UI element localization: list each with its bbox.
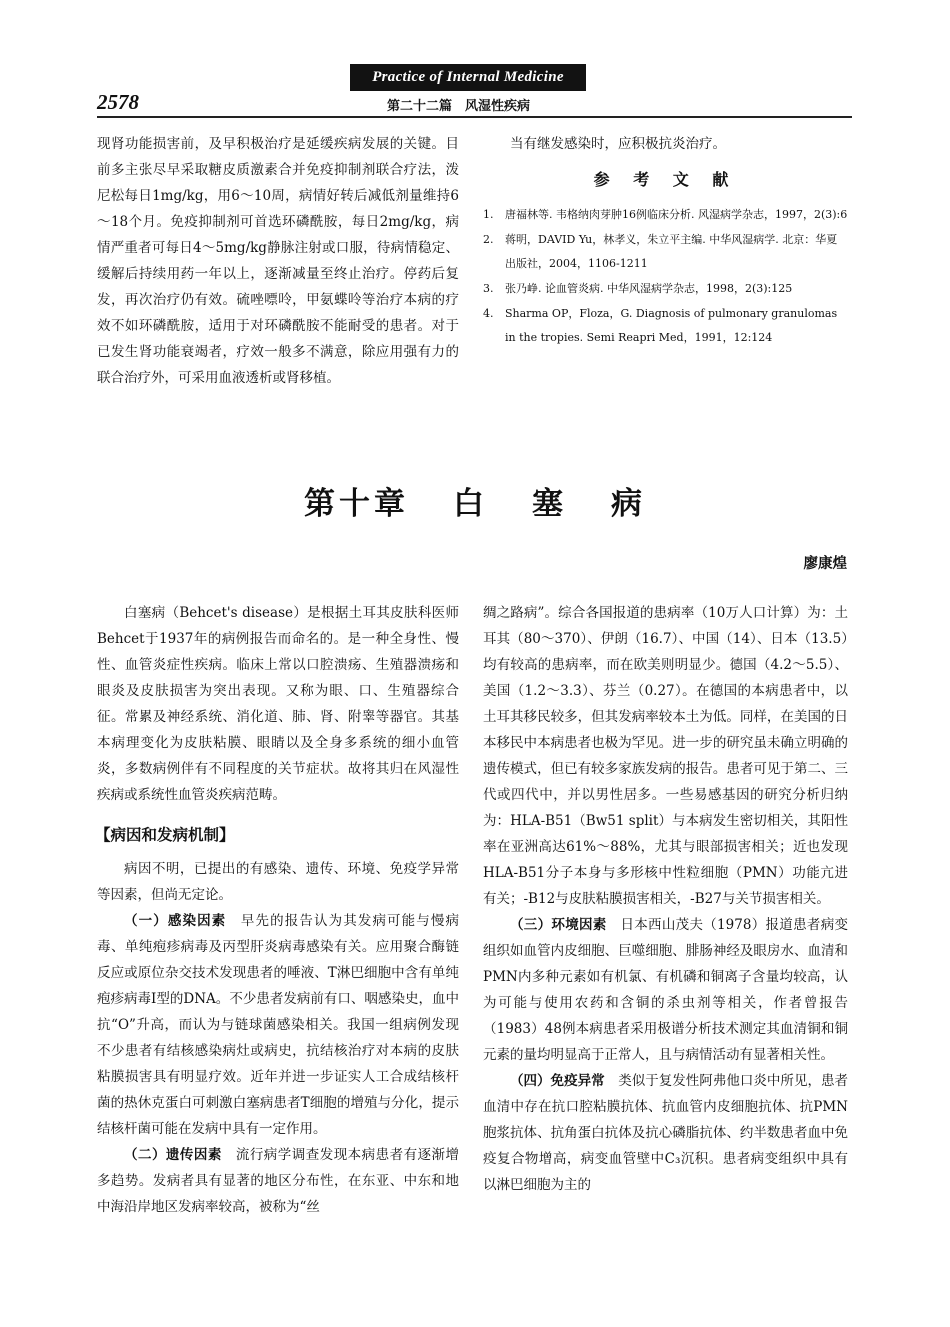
author-name: 廖康煌: [803, 556, 847, 572]
chapter-title-char: 白: [453, 486, 488, 522]
journal-banner: Practice of Internal Medicine: [350, 64, 586, 91]
reference-item: [483, 203, 848, 227]
reference-text: 唐福林等. 韦格纳肉芽肿16例临床分析. 风湿病学杂志，1997，2(3):6: [505, 208, 848, 221]
reference-number: 2.: [483, 233, 494, 246]
subheading: （三）环境因素: [510, 917, 607, 933]
top-left-column: [97, 131, 459, 391]
subsection-text: 早先的报告认为其发病可能与慢病毒、单纯疱疹病毒及丙型肝炎病毒感染有关。应用聚合酶链反应或原位杂交技术发现患者的唾液、T淋巴细胞中含有单纯疱疹病毒Ⅰ型的DNA。不少患者发病前有口、咽感染史，血中抗“O”升高，而认为与链球菌感染相关。我国一组病例发现不少患者有结核感染病灶或病史，抗结核治疗对本病的皮肤粘膜损害具有明显疗效。近年并进一步证实人工合成结核杆菌的热休克蛋白可刺激白塞病患者T细胞的增殖与分化，提示结核杆菌可能在发病中具有一定作用。: [97, 913, 460, 1137]
body-right-column: [483, 600, 848, 1198]
section-heading: 【病因和发病机制】: [95, 826, 235, 844]
subsection-text: 日本西山茂夫（1978）报道患者病变组织如血管内皮细胞、巨噬细胞、腓肠神经及眼房水、血清和PMN内多种元素如有机氯、有机磷和铜离子含量均较高，认为可能与使用农药和含铜的杀虫剂等相关，作者曾报告（1983）48例本病患者采用极谱分析技术测定其血清铜和铜元素的量均明显高于正常人，且与病情活动有显著相关性。: [483, 917, 849, 1063]
paragraph: 现肾功能损害前，及早积极治疗是延缓疾病发展的关键。目前多主张尽早采取糖皮质激素合并免疫抑制剂联合疗法，泼尼松每日1mg/kg，用6～10周，病情好转后减低剂量维持6～18个月。免疫抑制剂可首选环磷酰胺，每日2mg/kg，病情严重者可每日4～5mg/kg静脉注射或口服，待病情稳定、缓解后持续用药一年以上，逐渐减量至终止治疗。停药后复发，再次治疗仍有效。硫唑嘌呤，甲氨蝶呤等治疗本病的疗效不如环磷酰胺，适用于对环磷酰胺不能耐受的患者。对于已发生肾功能衰竭者，疗效一般多不满意，除应用强有力的联合治疗外，可采用血液透析或肾移植。: [97, 136, 459, 386]
reference-item: [483, 277, 848, 301]
genetic-paragraph: [97, 1142, 459, 1220]
reference-text: 蒋明，DAVID Yu，林孝义，朱立平主编. 中华风湿病学. 北京：华夏出版社，2004，1106-1211: [505, 233, 838, 270]
reference-number: 3.: [483, 282, 494, 295]
body-left-column: [97, 600, 459, 1220]
section-title: 第二十二篇 风湿性疾病: [387, 99, 531, 114]
top-right-column: [483, 131, 848, 350]
environment-paragraph: [483, 912, 848, 1068]
chapter-title-char: 塞: [532, 486, 567, 522]
reference-text: Sharma OP，Floza，G. Diagnosis of pulmonary granulomas in the tropies. Semi Reapri Med，1991，12:124: [505, 307, 838, 344]
chapter-title-char: 病: [611, 486, 646, 522]
infection-paragraph: [97, 908, 459, 1142]
continuation-paragraph: 绸之路病”。综合各国报道的患病率（10万人口计算）为：土耳其（80～370）、伊朗（16.7）、中国（14）、日本（13.5）均有较高的患病率，而在欧美则明显少。德国（4.2～5.5）、美国（1.2～3.3）、芬兰（0.27）。在德国的本病患者中，以土耳其移民较多，但其发病率较本土为低。同样，在美国的日本移民中本病患者也极为罕见。进一步的研究虽未确立明确的遗传模式，但已有较多家族发病的报告。患者可见于第二、三代或四代中，并以男性居多。一些易感基因的研究分析归纳为：HLA-B51（Bw51 split）与本病发生密切相关，其阳性率在亚洲高达61%～88%，尤其与眼部损害相关；近也发现HLA-B51分子本身与多形核中性粒细胞（PMN）功能亢进有关；-B12与皮肤粘膜损害相关，-B27与关节损害相关。: [483, 605, 848, 907]
reference-number: 4.: [483, 307, 494, 320]
paragraph: 当有继发感染时，应积极抗炎治疗。: [510, 136, 726, 152]
chapter-title: [0, 478, 950, 523]
subheading: （二）遗传因素: [124, 1147, 222, 1163]
reference-item: [483, 228, 848, 276]
intro-paragraph: 白塞病（Behcet's disease）是根据土耳其皮肤科医师Behcet于1937年的病例报告而命名的。是一种全身性、慢性、血管炎症性疾病。临床上常以口腔溃疡、生殖器溃疡和眼炎及皮肤损害为突出表现。又称为眼、口、生殖器综合征。常累及神经系统、消化道、肺、肾、附睾等器官。其基本病理变化为皮肤粘膜、眼睛以及全身多系统的细小血管炎，多数病例伴有不同程度的关节症状。故将其归在风湿性疾病或系统性血管炎疾病范畴。: [97, 605, 459, 803]
etiology-paragraph: 病因不明，已提出的有感染、遗传、环境、免疫学异常等因素，但尚无定论。: [97, 861, 459, 903]
subheading: （一）感染因素: [124, 913, 227, 929]
subheading: （四）免疫异常: [510, 1073, 605, 1089]
immune-paragraph: [483, 1068, 848, 1198]
reference-text: 张乃峥. 论血管炎病. 中华风湿病学杂志，1998，2(3):125: [505, 282, 793, 295]
chapter-number: 第十章: [304, 486, 409, 522]
page-number: 2578: [97, 90, 139, 114]
reference-item: [483, 302, 848, 350]
header-rule: [97, 116, 852, 118]
reference-number: 1.: [483, 208, 494, 221]
subsection-text: 类似于复发性阿弗他口炎中所见，患者血清中存在抗口腔粘膜抗体、抗血管内皮细胞抗体、抗PMN胞浆抗体、抗角蛋白抗体及抗心磷脂抗体、约半数患者血中免疫复合物增高，病变血管壁中C₃沉积。患者病变组织中具有以淋巴细胞为主的: [483, 1073, 849, 1193]
subsection-text: 流行病学调查发现本病患者有逐渐增多趋势。发病者具有显著的地区分布性，在东亚、中东和地中海沿岸地区发病率较高，被称为“丝: [97, 1147, 460, 1215]
references-heading: 参 考 文 献: [593, 170, 738, 189]
